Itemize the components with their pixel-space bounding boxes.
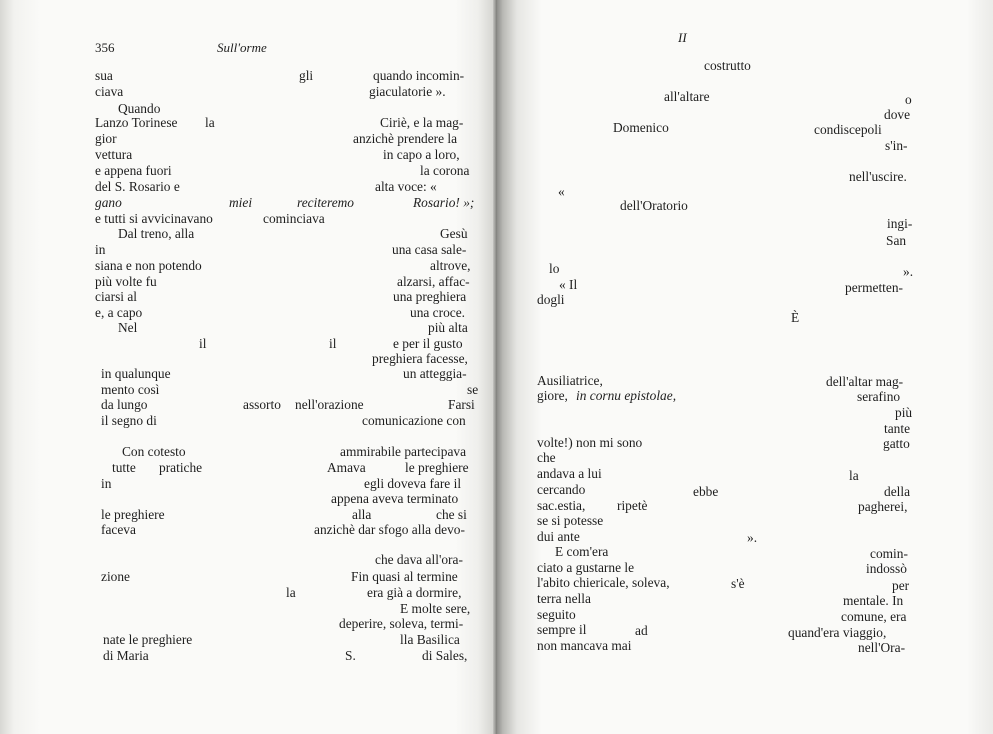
text-fragment: indossò: [866, 561, 907, 576]
text-fragment: gior: [95, 131, 117, 146]
text-fragment: preghiera facesse,: [372, 351, 468, 366]
text-fragment: alta voce: «: [375, 179, 437, 194]
text-fragment: il: [329, 336, 337, 351]
running-title: Sull'orme: [217, 40, 267, 55]
running-title: II: [678, 30, 687, 45]
text-fragment: ciato a gustarne le: [537, 560, 635, 575]
text-fragment: lla Basilica: [400, 632, 460, 647]
text-fragment: nate le preghiere: [103, 632, 193, 647]
text-fragment: ciava: [95, 84, 124, 99]
text-fragment: condiscepoli: [814, 122, 882, 137]
text-fragment: l'abito chiericale, soleva,: [537, 575, 670, 590]
text-fragment: Rosario! »;: [413, 195, 475, 210]
text-fragment: pratiche: [159, 460, 203, 475]
text-fragment: un atteggia-: [403, 366, 467, 381]
text-fragment: s'è: [731, 576, 745, 591]
text-fragment: che si: [436, 507, 467, 522]
text-fragment: s'in-: [885, 138, 908, 153]
text-fragment: faceva: [101, 522, 136, 537]
text-fragment: comune, era: [841, 609, 907, 624]
text-fragment: S.: [345, 648, 356, 663]
text-fragment: comin-: [870, 546, 908, 561]
text-fragment: San: [886, 233, 907, 248]
text-fragment: altrove,: [430, 258, 471, 273]
text-fragment: Dal treno, alla: [118, 226, 195, 241]
text-fragment: che dava all'ora-: [375, 552, 463, 567]
text-fragment: serafino: [857, 389, 901, 404]
text-fragment: sac.estia,: [537, 498, 586, 513]
text-fragment: Nel: [118, 320, 138, 335]
text-fragment: Amava: [327, 460, 366, 475]
text-fragment: siana e non potendo: [95, 258, 202, 273]
text-fragment: È: [791, 310, 800, 325]
text-fragment: pagherei,: [858, 499, 908, 514]
text-fragment: ingi-: [887, 216, 913, 231]
text-fragment: reciteremo: [297, 195, 355, 210]
text-fragment: Farsi: [448, 397, 475, 412]
text-fragment: in: [95, 242, 106, 257]
text-fragment: e tutti si avvicinavano: [95, 211, 213, 226]
text-fragment: lo: [549, 261, 560, 276]
text-fragment: non mancava mai: [537, 638, 632, 653]
text-fragment: « Il: [559, 277, 578, 292]
text-fragment: ripetè: [617, 498, 648, 513]
text-fragment: una croce.: [410, 305, 466, 320]
text-fragment: anzichè dar sfogo alla devo-: [314, 522, 465, 537]
text-fragment: la: [205, 115, 215, 130]
text-fragment: e appena fuori: [95, 163, 172, 178]
text-fragment: cominciava: [263, 211, 325, 226]
text-fragment: dell'altar mag-: [826, 374, 904, 389]
text-fragment: quand'era viaggio,: [788, 625, 887, 640]
text-fragment: gano: [95, 195, 122, 210]
text-fragment: miei: [229, 195, 253, 210]
text-fragment: sempre il: [537, 622, 587, 637]
text-fragment: tutte: [112, 460, 136, 475]
text-fragment: mento così: [101, 382, 160, 397]
text-fragment: dogli: [537, 292, 565, 307]
text-fragment: vettura: [95, 147, 133, 162]
text-fragment: nell'orazione: [295, 397, 364, 412]
text-fragment: deperire, soleva, termi-: [339, 616, 464, 631]
text-fragment: in capo a loro,: [383, 147, 460, 162]
text-fragment: di Sales,: [422, 648, 468, 663]
text-fragment: appena aveva terminato: [331, 491, 459, 506]
text-fragment: andava a lui: [537, 466, 602, 481]
text-fragment: seguito: [537, 607, 576, 622]
text-fragment: gli: [299, 68, 314, 83]
text-fragment: gatto: [883, 436, 910, 451]
text-fragment: nell'Ora-: [858, 640, 906, 655]
text-fragment: una preghiera: [393, 289, 467, 304]
text-fragment: ebbe: [693, 484, 719, 499]
text-fragment: E molte sere,: [400, 601, 471, 616]
text-fragment: ».: [747, 530, 758, 545]
text-fragment: Lanzo Torinese: [95, 115, 178, 130]
right-page: [497, 0, 993, 734]
text-fragment: quando incomin-: [373, 68, 465, 83]
text-fragment: Con cotesto: [122, 444, 186, 459]
text-fragment: E com'era: [555, 544, 609, 559]
text-fragment: sua: [95, 68, 113, 83]
text-fragment: in: [101, 476, 112, 491]
text-fragment: assorto: [243, 397, 281, 412]
text-fragment: in qualunque: [101, 366, 171, 381]
text-fragment: ad: [635, 623, 648, 638]
text-fragment: le preghiere: [405, 460, 469, 475]
text-fragment: nell'uscire.: [849, 169, 907, 184]
text-fragment: zione: [101, 569, 130, 584]
text-fragment: più volte fu: [95, 274, 157, 289]
text-fragment: la corona: [420, 163, 470, 178]
text-fragment: più: [895, 405, 913, 420]
text-fragment: mentale. In: [843, 593, 904, 608]
text-fragment: alzarsi, affac-: [397, 274, 470, 289]
text-fragment: la: [849, 468, 859, 483]
text-fragment: per: [892, 578, 910, 593]
text-fragment: ciarsi al: [95, 289, 138, 304]
text-fragment: del S. Rosario e: [95, 179, 180, 194]
text-fragment: le preghiere: [101, 507, 165, 522]
text-fragment: costrutto: [704, 58, 751, 73]
text-fragment: giore,: [537, 388, 568, 403]
text-fragment: cercando: [537, 482, 586, 497]
text-fragment: «: [558, 184, 565, 199]
text-fragment: dove: [884, 107, 911, 122]
text-fragment: ammirabile partecipava: [340, 444, 467, 459]
text-fragment: della: [884, 484, 911, 499]
text-fragment: permetten-: [845, 280, 903, 295]
text-fragment: e, a capo: [95, 305, 143, 320]
text-fragment: ».: [903, 264, 914, 279]
text-fragment: dui ante: [537, 529, 580, 544]
text-fragment: comunicazione con: [362, 413, 466, 428]
text-fragment: una casa sale-: [392, 242, 467, 257]
text-fragment: il: [199, 336, 207, 351]
text-fragment: Ciriè, e la mag-: [380, 115, 464, 130]
text-fragment: era già a dormire,: [367, 585, 462, 600]
text-fragment: Fin quasi al termine: [351, 569, 458, 584]
text-fragment: se: [467, 382, 479, 397]
text-fragment: se si potesse: [537, 513, 604, 528]
text-fragment: Gesù: [440, 226, 468, 241]
text-fragment: alla: [352, 507, 372, 522]
text-fragment: che: [537, 450, 556, 465]
text-fragment: egli doveva fare il: [364, 476, 462, 491]
page-number: 356: [95, 40, 115, 55]
text-fragment: in cornu epistolae,: [576, 388, 677, 403]
text-fragment: la: [286, 585, 296, 600]
text-fragment: terra nella: [537, 591, 591, 606]
text-fragment: dell'Oratorio: [620, 198, 688, 213]
text-fragment: di Maria: [103, 648, 149, 663]
text-fragment: il segno di: [101, 413, 157, 428]
text-fragment: Quando: [118, 101, 161, 116]
text-fragment: Domenico: [613, 120, 669, 135]
text-fragment: volte!) non mi sono: [537, 435, 643, 450]
text-fragment: e per il gusto: [393, 336, 463, 351]
text-fragment: anzichè prendere la: [353, 131, 458, 146]
text-fragment: o: [905, 92, 912, 107]
text-fragment: da lungo: [101, 397, 148, 412]
text-fragment: all'altare: [664, 89, 710, 104]
text-fragment: più alta: [428, 320, 468, 335]
text-fragment: Ausiliatrice,: [537, 373, 603, 388]
text-fragment: tante: [884, 421, 911, 436]
text-fragment: giaculatorie ».: [369, 84, 446, 99]
